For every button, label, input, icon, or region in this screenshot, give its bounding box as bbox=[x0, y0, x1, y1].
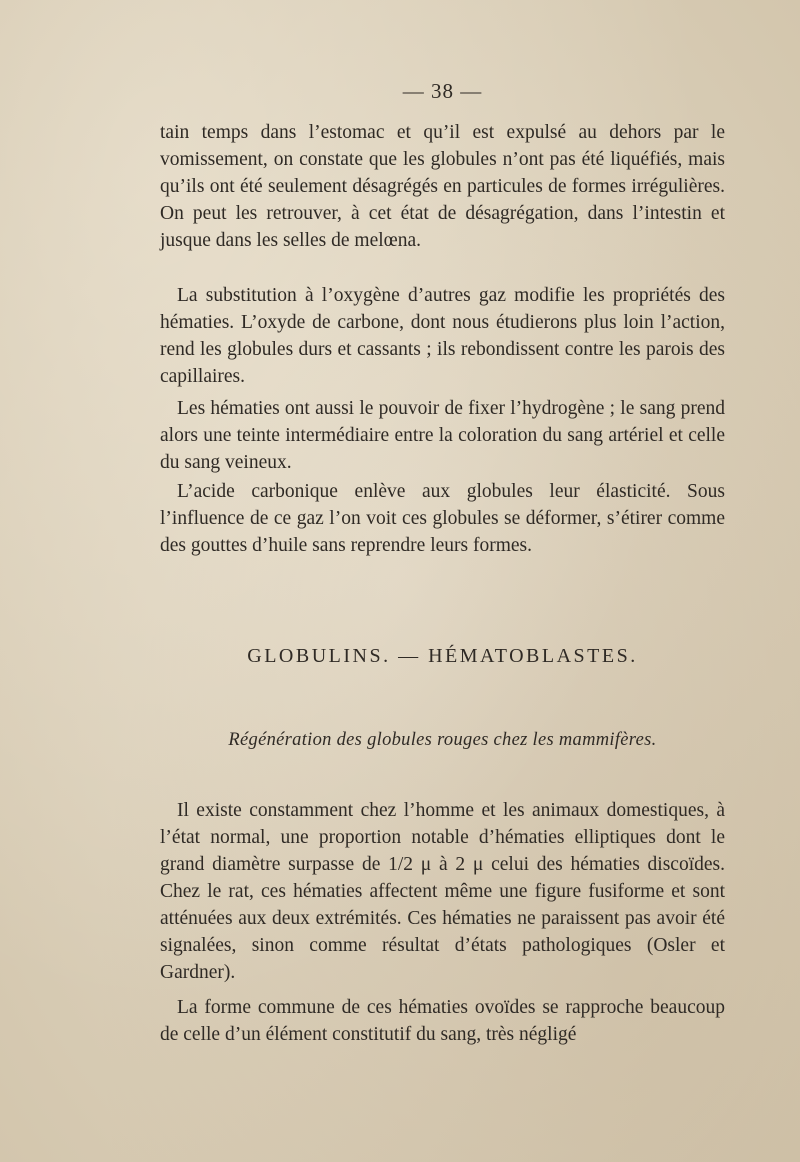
section-subtitle: Régénération des globules rouges chez les mammifères. bbox=[228, 730, 657, 750]
paragraph-3: Les hématies ont aussi le pouvoir de fixer l’hydrogène ; le sang prend alors une teinte intermédiaire entre la coloration du sang artériel et celle du sang veineux. bbox=[160, 398, 725, 473]
paragraph-5: Il existe constamment chez l’homme et les animaux domestiques, à l’état normal, une proportion notable d’hématies elliptiques dont le grand diamètre surpasse de 1/2 μ à 2 μ celui des hématies discoïdes. Chez le rat, ces hématies affectent même une figure fusiforme et sont atténuées aux deux extrémités. Ces hématies ne paraissent pas avoir été signalées, sinon comme résultat d’états pathologiques (Osler et Gardner). bbox=[160, 800, 725, 983]
paragraph-1: tain temps dans l’estomac et qu’il est expulsé au dehors par le vomissement, on constate que les globules n’ont pas été liquéfiés, mais qu’ils ont été seulement désagrégés en particules de formes irrégulières. On peut les retrouver, à cet état de désagrégation, dans l’intestin et jusque dans les selles de melœna. bbox=[160, 122, 725, 251]
page-number: — 38 — bbox=[402, 79, 483, 103]
paragraph-4: L’acide carbonique enlève aux globules leur élasticité. Sous l’influence de ce gaz l’on voit ces globules se déformer, s’étirer comme des gouttes d’huile sans reprendre leurs formes. bbox=[160, 481, 725, 556]
paragraph-2: La substitution à l’oxygène d’autres gaz modifie les propriétés des hématies. L’oxyde de carbone, dont nous étudierons plus loin l’action, rend les globules durs et cassants ; ils rebondissent contre les parois des capillaires. bbox=[160, 285, 725, 387]
paragraph-6: La forme commune de ces hématies ovoïdes se rapproche beaucoup de celle d’un élément constitutif du sang, très négligé bbox=[160, 997, 725, 1045]
section-title: GLOBULINS. — HÉMATOBLASTES. bbox=[247, 645, 638, 667]
